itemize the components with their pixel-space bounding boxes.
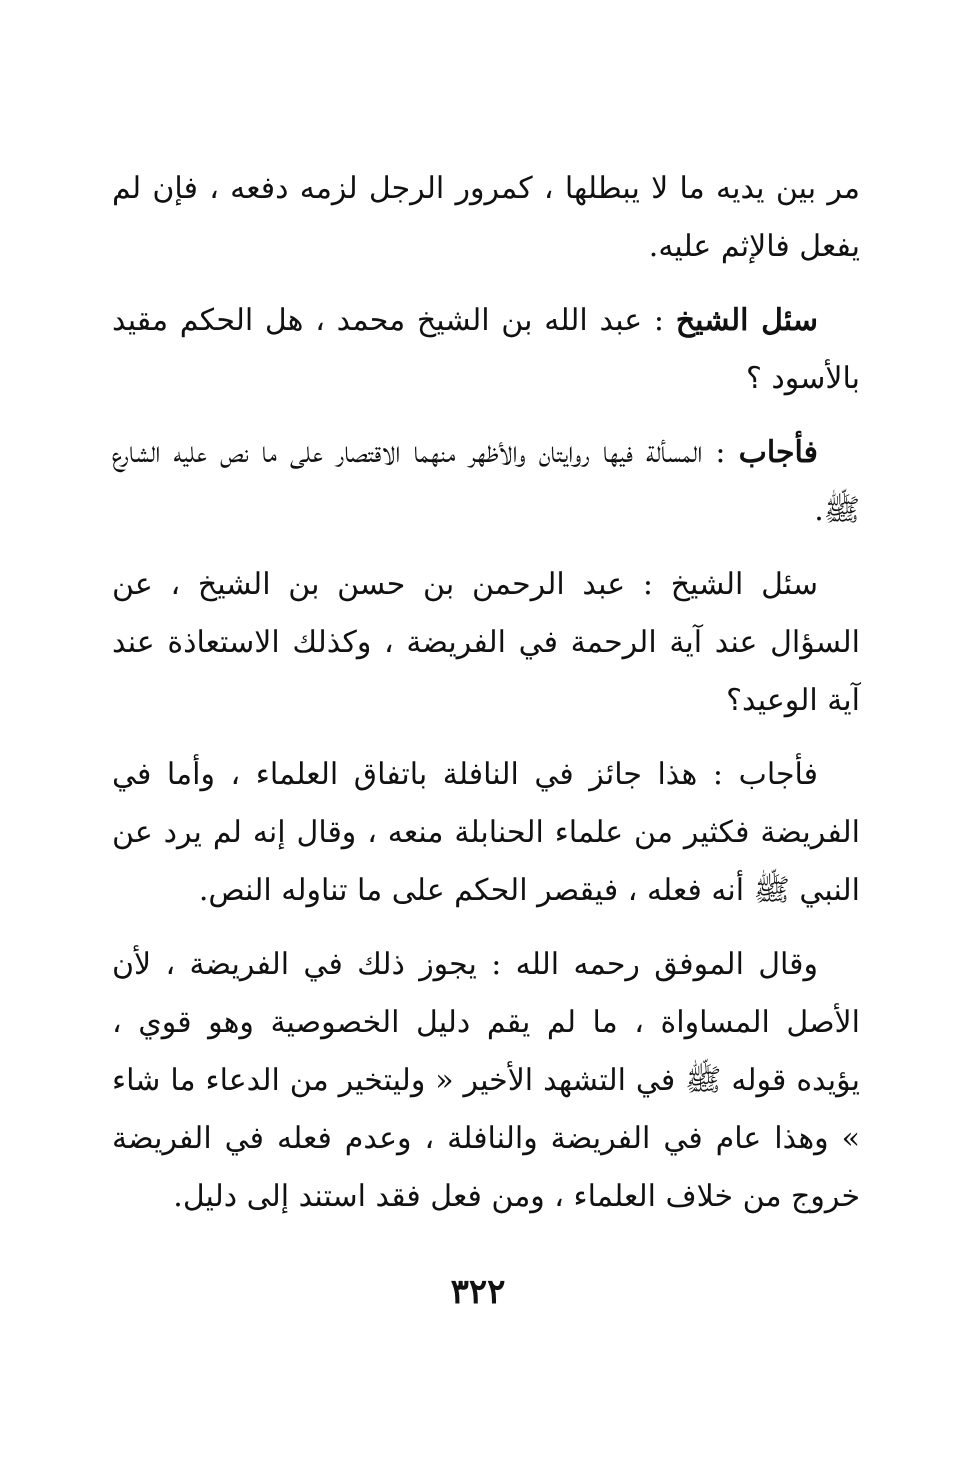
page-number: ٣٢٢	[450, 1272, 506, 1312]
paragraph-text: وقال الموفق رحمه الله : يجوز ذلك في الفريضة ، لأن الأصل المساواة ، ما لم يقم دليل الخصوصية وهو قوي ، يؤيده قوله ﷺ في التشهد الأخير « وليتخير من الدعاء ما شاء » وهذا عام في الفريضة والنافلة ، وعدم فعله في الفريضة خروج من خلاف العلماء ، ومن فعل فقد استند إلى دليل.	[112, 947, 860, 1214]
body-text	[112, 160, 860, 1242]
paragraph-continuation	[112, 160, 860, 276]
paragraph-answer-2	[112, 746, 860, 920]
paragraph-text: : عبد الله بن الشيخ محمد ، هل الحكم مقيد بالأسود ؟	[112, 303, 860, 396]
paragraph-question-1	[112, 292, 860, 408]
paragraph-text: فأجاب : هذا جائز في النافلة باتفاق العلماء ، وأما في الفريضة فكثير من علماء الحنابلة منعه ، وقال إنه لم يرد عن النبي ﷺ أنه فعله ، فيقصر الحكم على ما تناوله النص.	[112, 757, 860, 908]
paragraph-text: سئل الشيخ : عبد الرحمن بن حسن بن الشيخ ، عن السؤال عند آية الرحمة في الفريضة ، وكذلك الاستعاذة عند آية الوعيد؟	[112, 567, 860, 718]
paragraph-answer-1	[112, 424, 860, 540]
paragraph-lead: سئل الشيخ	[675, 303, 819, 338]
paragraph-muwaffaq-opinion	[112, 936, 860, 1226]
paragraph-lead: فأجاب	[738, 435, 818, 470]
paragraph-text: : المسألة فيها روايتان والأظهر منهما الاقتصار على ما نص عليه الشارع ﷺ.	[112, 435, 860, 528]
paragraph-text: مر بين يديه ما لا يبطلها ، كمرور الرجل لزمه دفعه ، فإن لم يفعل فالإثم عليه.	[112, 171, 860, 264]
paragraph-question-2	[112, 556, 860, 730]
